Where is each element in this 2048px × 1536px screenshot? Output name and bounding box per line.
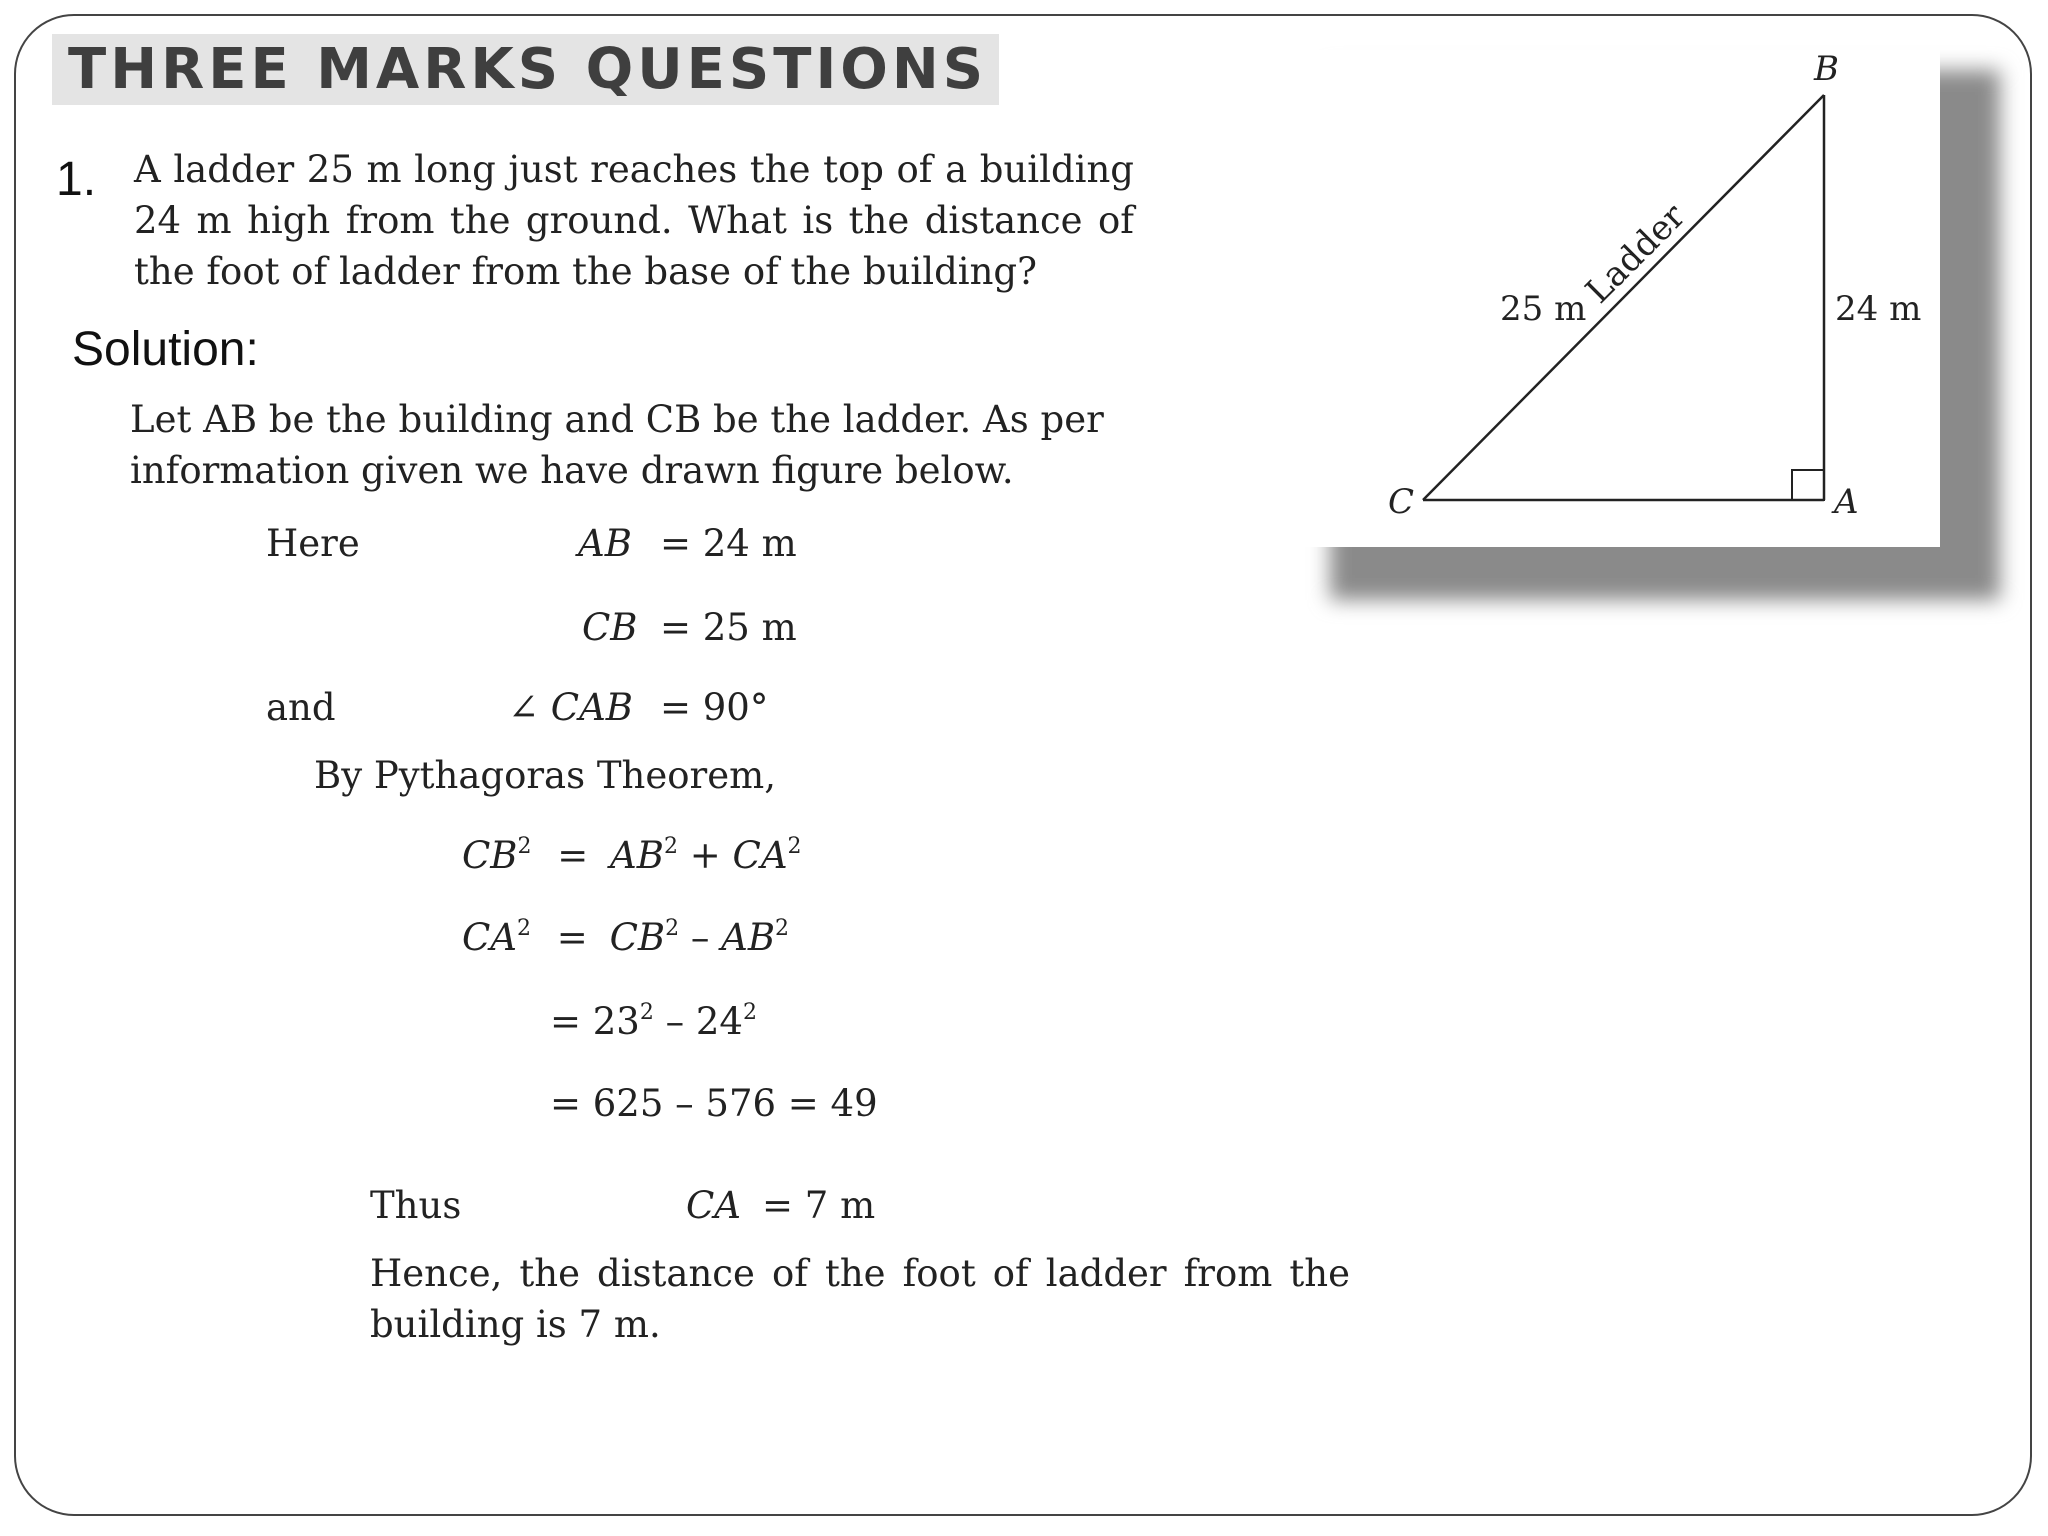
section-heading: THREE MARKS QUESTIONS	[52, 34, 999, 105]
and-word: and	[266, 686, 336, 729]
question-line: the foot of ladder from the base of the building?	[134, 250, 1037, 293]
result-lhs: CA	[686, 1184, 742, 1227]
figure-panel	[1300, 50, 1940, 547]
solution-intro	[130, 394, 1104, 496]
ab-lhs: AB	[578, 522, 632, 565]
theorem-text: By Pythagoras Theorem,	[314, 754, 776, 797]
step-4: = 625 – 576 = 49	[550, 1082, 878, 1125]
ab-rhs: = 24 m	[660, 522, 797, 565]
vertex-c-label: C	[1388, 482, 1415, 522]
question-line: A ladder 25 m long just reaches the top of a building	[134, 148, 1134, 191]
right-angle-marker	[1792, 470, 1824, 500]
question-line: 24 m high from the ground. What is the distance of	[134, 199, 1134, 242]
ladder-label: Ladder	[1578, 196, 1694, 312]
question-text	[134, 144, 1134, 297]
conclusion-text	[370, 1248, 1350, 1350]
step-2: $CA^2 = CB^2 - AB^2$	[462, 916, 790, 959]
conclusion-line: Hence, the distance of the foot of ladder from the	[370, 1252, 1350, 1295]
vertex-a-label: A	[1834, 482, 1859, 522]
thus-word: Thus	[370, 1184, 462, 1227]
height-length-label: 24 m	[1835, 289, 1922, 329]
triangle-diagram	[1300, 50, 1940, 547]
conclusion-line: building is 7 m.	[370, 1303, 661, 1346]
ladder-line	[1423, 95, 1824, 500]
vertex-b-label: B	[1814, 50, 1839, 89]
result-rhs: = 7 m	[762, 1184, 876, 1227]
angle-lhs: ∠ CAB	[508, 686, 633, 729]
cb-rhs: = 25 m	[660, 606, 797, 649]
step-1: $CB^2 = AB^2 + CA^2$	[462, 834, 802, 877]
question-number: 1.	[56, 153, 97, 206]
intro-line: information given we have drawn figure below.	[130, 449, 1014, 492]
solution-label: Solution:	[72, 323, 259, 376]
cb-lhs: CB	[582, 606, 638, 649]
hypotenuse-length-label: 25 m	[1500, 289, 1587, 329]
intro-line: Let AB be the building and CB be the ladder. As per	[130, 398, 1104, 441]
step-3: = $23^2 - 24^2$	[550, 1000, 757, 1043]
here-word: Here	[266, 522, 360, 565]
triangle-figure	[1290, 40, 2010, 610]
angle-rhs: = 90°	[660, 686, 769, 729]
